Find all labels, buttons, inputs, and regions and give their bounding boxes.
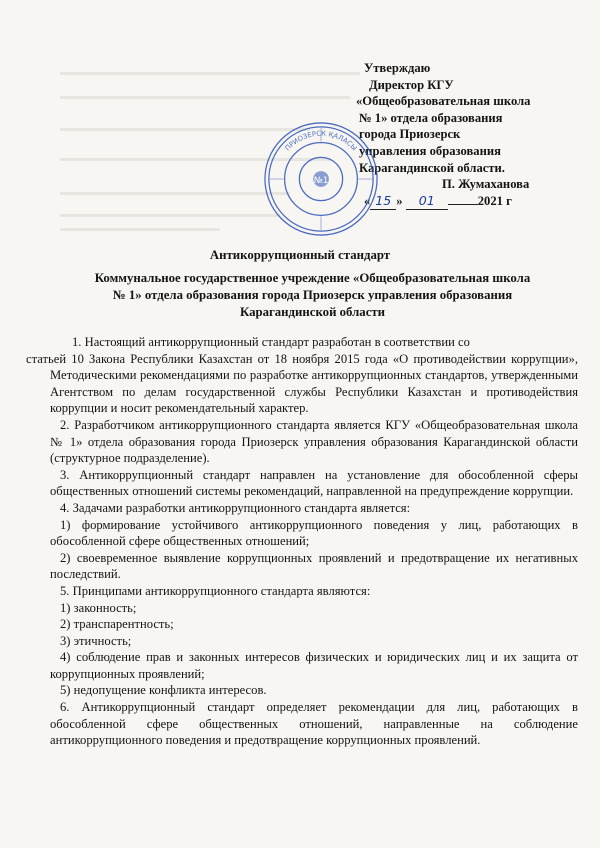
paragraph: 6. Антикоррупционный стандарт определяет рекомендации для лиц, работающих в обособленной сфере общественных отношений, направленные на соблюдение антикоррупционного поведения и предотвращение коррупционных проявлений. (50, 700, 578, 748)
seal-ring-text: ПРИОЗЕРСК ҚАЛАСЫ (283, 129, 359, 153)
approval-signatory: П. Жумаханова (442, 177, 530, 192)
seal-center-text: №1 (313, 175, 329, 186)
official-seal-stamp (262, 120, 380, 238)
paragraph: 5. Принципами антикоррупционного стандарта являются: (60, 583, 371, 598)
list-item: 2) транспарентность; (60, 617, 174, 632)
organization-heading (50, 270, 575, 320)
approval-org-line: управления образования (359, 143, 501, 158)
paragraph: 2. Разработчиком антикоррупционного стандарта является КГУ «Общеобразовательная школа № 1» отдела образования города Приозерск управления образования Карагандинской области (структурное подразделение). (50, 417, 578, 466)
org-line: Карагандинской области (239, 304, 386, 319)
date-day: 15 (370, 193, 396, 211)
approval-block (356, 60, 596, 210)
approval-org-line: № 1» отдела образования (359, 110, 503, 125)
list-item: 5) недопущение конфликта интересов. (60, 683, 267, 698)
approval-heading: Утверждаю (364, 61, 431, 75)
paragraph: 3. Антикоррупционный стандарт направлен на установление для обособленной сферы общественных отношений системы рекомендаций, направленной на предупреждение коррупции. (50, 467, 578, 499)
list-item: 2) своевременное выявление коррупционных проявлений и предотвращение их негативных последствий. (50, 550, 578, 582)
org-line: Коммунальное государственное учреждение «Общеобразовательная школа (94, 271, 531, 285)
document-title: Антикоррупционный стандарт (209, 248, 391, 262)
list-item: 4) соблюдение прав и законных интересов физических и юридических лиц и их защита от коррупционных проявлений; (50, 650, 578, 681)
approval-position: Директор КГУ (369, 77, 454, 92)
list-item: 1) формирование устойчивого антикоррупционного поведения у лиц, работающих в обособленной сфере общественных отношений; (50, 517, 578, 549)
approval-org-line: Карагандинской области. (359, 160, 505, 175)
approval-date: « 15 » 01 2021 г (356, 193, 596, 211)
paragraph: 4. Задачами разработки антикоррупционного стандарта является: (60, 500, 411, 515)
approval-org-line: «Общеобразовательная школа (356, 94, 531, 109)
org-line: № 1» отдела образования города Приозерск управления образования (112, 287, 513, 302)
date-month: 01 (406, 193, 448, 211)
approval-org-line: города Приозерск (359, 127, 461, 142)
paragraph: статьей 10 Закона Республики Казахстан от 18 ноября 2015 года «О противодействии коррупции», Методическими рекомендациями по разработке антикоррупционных стандартов, утвержденными Агентством по делам государственной службы Республики Казахстан и противодействия коррупции и носит рекомендательный характер. (26, 351, 578, 416)
list-item: 3) этичность; (60, 633, 132, 648)
list-item: 1) законность; (60, 600, 137, 615)
paragraph: 1. Настоящий антикоррупционный стандарт разработан в соответствии со (72, 335, 470, 349)
document-body (26, 334, 578, 749)
